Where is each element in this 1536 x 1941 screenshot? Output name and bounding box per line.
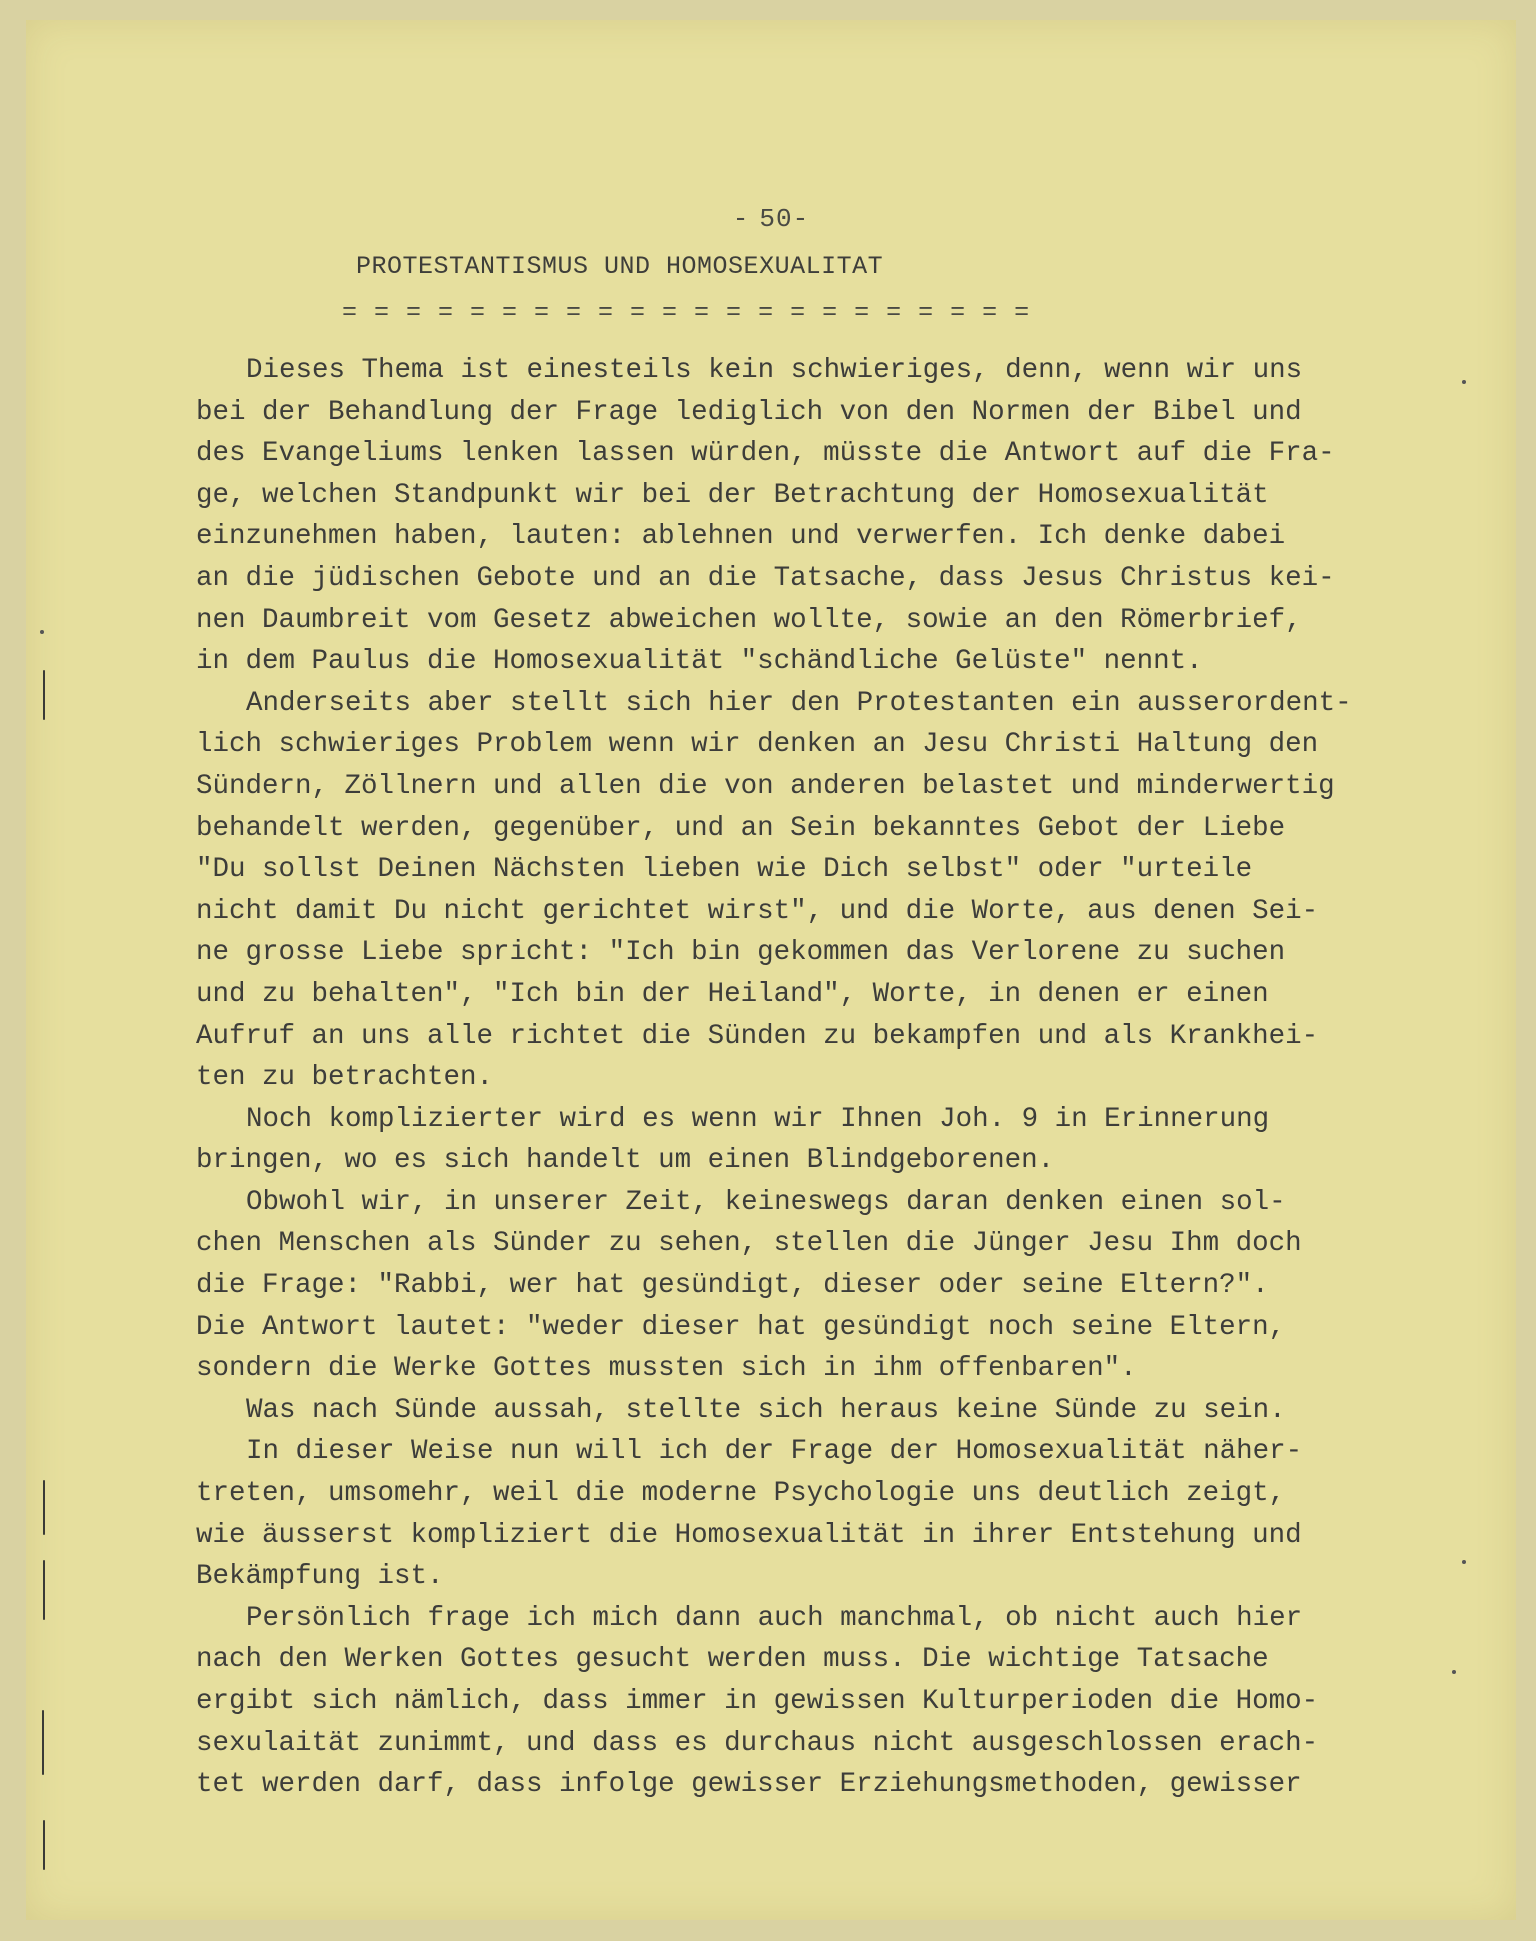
text-line: Bekämpfung ist.: [196, 1561, 444, 1593]
text-line: chen Menschen als Sünder zu sehen, stellen die Jünger Jesu Ihm doch: [196, 1228, 1302, 1260]
text-line: nach den Werken Gottes gesucht werden muss. Die wichtige Tatsache: [196, 1644, 1269, 1676]
text-line: Sündern, Zöllnern und allen die von anderen belastet und minderwertig: [196, 770, 1335, 802]
text-line: In dieser Weise nun will ich der Frage der Homosexualität näher-: [246, 1436, 1303, 1468]
margin-dot: [40, 630, 44, 634]
text-line: sexulaität zunimmt, und dass es durchaus nicht ausgeschlossen erach-: [196, 1727, 1319, 1759]
heading-underline: = = = = = = = = = = = = = = = = = = = = = =: [342, 298, 1031, 327]
text-line: bei der Behandlung der Frage lediglich von den Normen der Bibel und: [196, 396, 1302, 428]
text-line: lich schwieriges Problem wenn wir denken an Jesu Christi Haltung den: [196, 729, 1319, 761]
text-line: an die jüdischen Gebote und an die Tatsache, dass Jesus Christus kei-: [196, 562, 1335, 594]
text-line: des Evangeliums lenken lassen würden, müsste die Antwort auf die Fra-: [196, 438, 1335, 470]
margin-dot: [1452, 1670, 1456, 1674]
text-line: Noch komplizierter wird es wenn wir Ihnen Joh. 9 in Erinnerung: [246, 1103, 1270, 1135]
text-line: nicht damit Du nicht gerichtet wirst", und die Worte, aus denen Sei-: [196, 895, 1319, 927]
margin-mark: [43, 1480, 45, 1535]
margin-mark: [43, 1560, 45, 1620]
text-line: ge, welchen Standpunkt wir bei der Betrachtung der Homosexualität: [196, 479, 1269, 511]
text-line: Die Antwort lautet: "weder dieser hat gesündigt noch seine Eltern,: [196, 1311, 1286, 1343]
document-heading: PROTESTANTISMUS UND HOMOSEXUALITAT: [356, 252, 884, 281]
text-line: und zu behalten", "Ich bin der Heiland", Worte, in denen er einen: [196, 978, 1269, 1010]
text-line: in dem Paulus die Homosexualität "schändliche Gelüste" nennt.: [196, 646, 1203, 678]
text-line: "Du sollst Deinen Nächsten lieben wie Dich selbst" oder "urteile: [196, 854, 1253, 886]
document-page: [26, 20, 1516, 1920]
text-line: Aufruf an uns alle richtet die Sünden zu bekampfen und als Krankhei-: [196, 1020, 1319, 1052]
text-line: ten zu betrachten.: [196, 1062, 494, 1094]
text-line: behandelt werden, gegenüber, und an Sein bekanntes Gebot der Liebe: [196, 812, 1286, 844]
page-number: - 50-: [732, 204, 810, 234]
text-line: sondern die Werke Gottes mussten sich in ihm offenbaren".: [196, 1353, 1137, 1385]
text-line: einzunehmen haben, lauten: ablehnen und verwerfen. Ich denke dabei: [196, 521, 1286, 553]
page-number-value: 50: [759, 204, 793, 234]
text-line: tet werden darf, dass infolge gewisser Erziehungsmethoden, gewisser: [196, 1769, 1302, 1801]
text-line: wie äusserst kompliziert die Homosexualität in ihrer Entstehung und: [196, 1519, 1302, 1551]
body-text: [196, 350, 1436, 1806]
margin-dot: [1462, 1560, 1466, 1564]
text-line: bringen, wo es sich handelt um einen Blindgeborenen.: [196, 1145, 1055, 1177]
text-line: ergibt sich nämlich, dass immer in gewissen Kulturperioden die Homo-: [196, 1686, 1319, 1717]
text-line: Was nach Sünde aussah, stellte sich heraus keine Sünde zu sein.: [246, 1394, 1286, 1426]
text-line: Persönlich frage ich mich dann auch manchmal, ob nicht auch hier: [246, 1602, 1303, 1634]
text-line: Dieses Thema ist einesteils kein schwieriges, denn, wenn wir uns: [246, 355, 1303, 386]
text-line: die Frage: "Rabbi, wer hat gesündigt, dieser oder seine Eltern?".: [196, 1270, 1269, 1302]
text-line: nen Daumbreit vom Gesetz abweichen wollte, sowie an den Römerbrief,: [196, 604, 1302, 636]
text-line: ne grosse Liebe spricht: "Ich bin gekommen das Verlorene zu suchen: [196, 937, 1286, 969]
text-line: Obwohl wir, in unserer Zeit, keineswegs daran denken einen sol-: [246, 1186, 1286, 1218]
margin-mark: [43, 1820, 45, 1870]
text-line: treten, umsomehr, weil die moderne Psychologie uns deutlich zeigt,: [196, 1478, 1286, 1510]
margin-mark: [42, 1710, 44, 1775]
margin-mark: [43, 670, 45, 720]
margin-dot: [1462, 380, 1466, 384]
text-line: Anderseits aber stellt sich hier den Protestanten ein ausserordent-: [246, 687, 1352, 719]
